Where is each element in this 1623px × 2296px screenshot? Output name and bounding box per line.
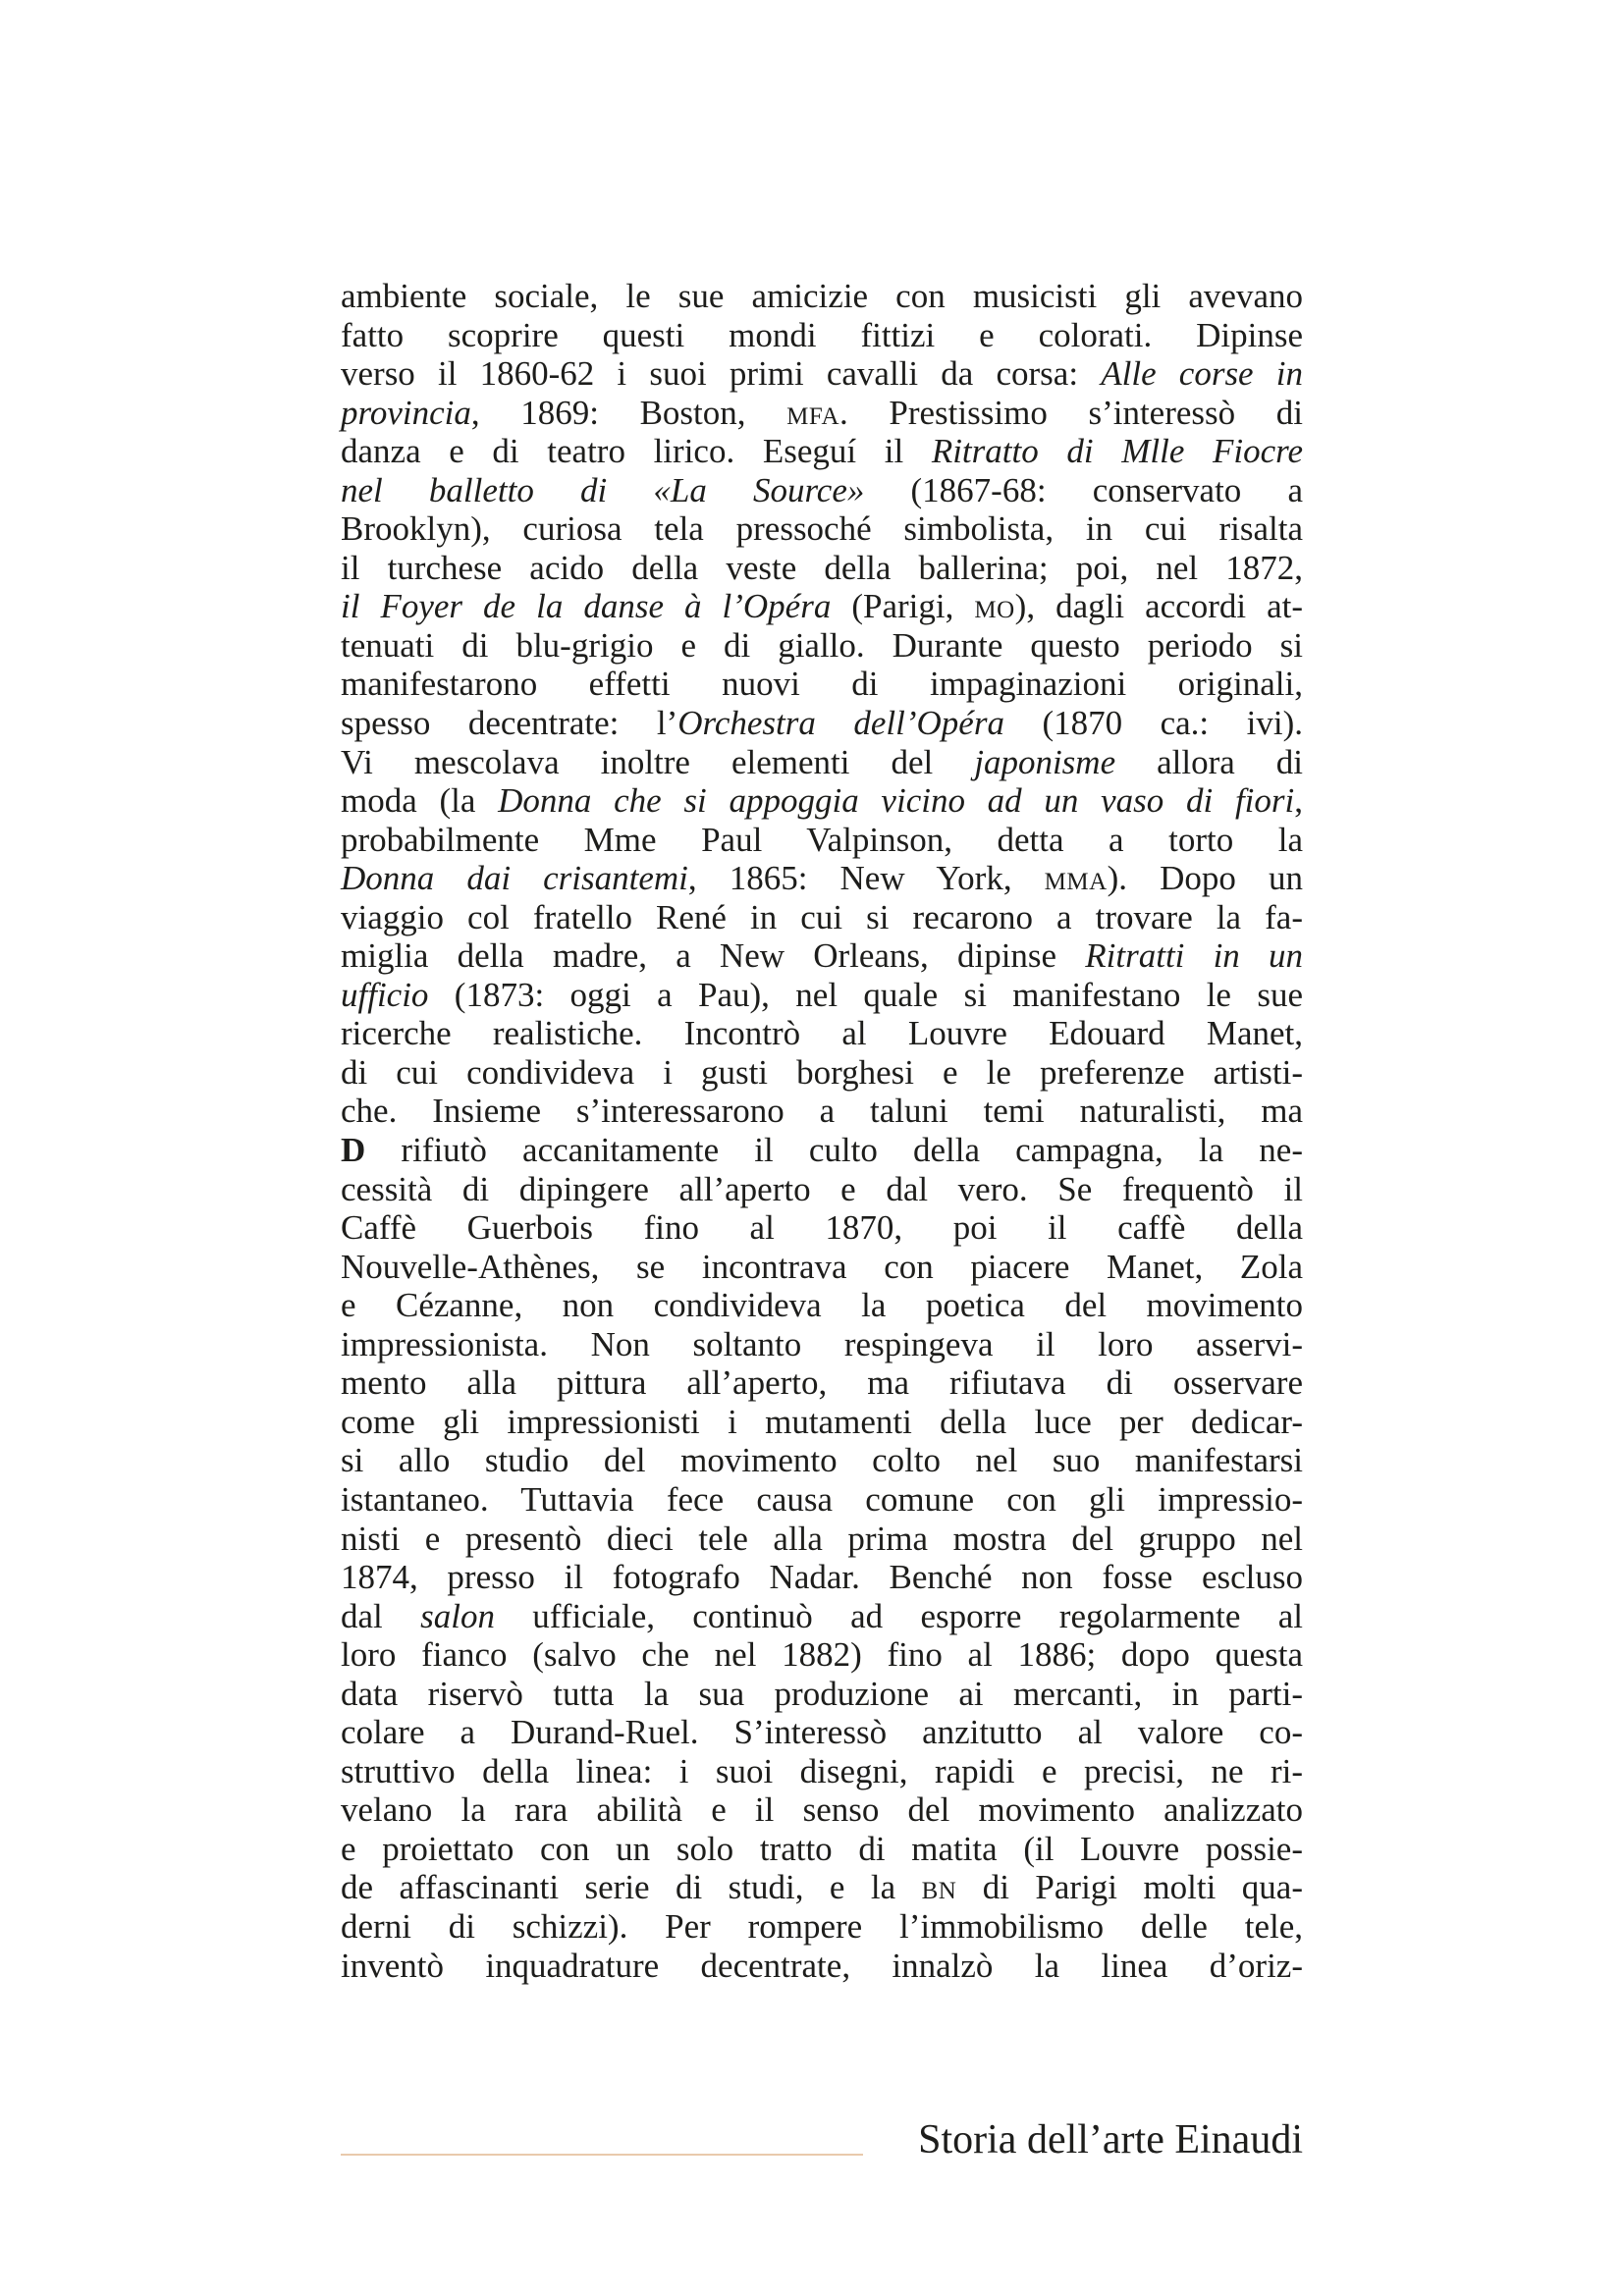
text-span: danza e di teatro lirico. Eseguí il: [341, 432, 932, 471]
text-span: e Cézanne, non condivideva la poetica del movimento: [341, 1286, 1303, 1325]
small-caps-abbrev: mfa: [786, 393, 840, 432]
text-span: (1873: oggi a Pau), nel quale si manifestano le sue: [428, 975, 1303, 1014]
text-span: cessità di dipingere all’aperto e dal vero. Se frequentò il: [341, 1169, 1303, 1208]
text-span: di cui condivideva i gusti borghesi e le preferenze artisti-: [341, 1052, 1303, 1092]
text-span: come gli impressionisti i mutamenti della luce per dedicar-: [341, 1402, 1303, 1441]
small-caps-abbrev: bn: [921, 1868, 957, 1907]
text-span: data riservò tutta la sua produzione ai mercanti, in parti-: [341, 1674, 1303, 1713]
text-span: ambiente sociale, le sue amicizie con musicisti gli avevano: [341, 277, 1303, 315]
text-span: impressionista. Non soltanto respingeva il loro asservi-: [341, 1324, 1303, 1363]
text-line: [341, 471, 1303, 510]
text-line: [341, 781, 1303, 821]
italic-span: nel balletto di «La Source»: [341, 470, 865, 509]
text-span: ricerche realistiche. Incontrò al Louvre Edouard Manet,: [341, 1014, 1303, 1053]
italic-span: japonisme: [974, 742, 1116, 781]
text-line: [341, 1675, 1303, 1714]
text-span: fatto scoprire questi mondi fittizi e colorati. Dipinse: [341, 315, 1303, 354]
text-line: [341, 821, 1303, 860]
text-line: [341, 1131, 1303, 1170]
text-span: Caffè Guerbois fino al 1870, poi il caffè della: [341, 1208, 1303, 1248]
text-span: ufficiale, continuò ad esporre regolarmente al: [494, 1596, 1303, 1635]
text-span: (1870 ca.: ivi).: [1003, 704, 1303, 743]
text-line: [341, 549, 1303, 588]
text-line: [341, 1170, 1303, 1209]
text-span: 1874, presso il fotografo Nadar. Benché non fosse escluso: [341, 1558, 1303, 1597]
text-line: [341, 859, 1303, 898]
text-line: [341, 1597, 1303, 1636]
text-line: [341, 1907, 1303, 1947]
italic-span: Ritratto di Mlle Fiocre: [931, 432, 1303, 471]
text-span: ,: [1294, 781, 1303, 821]
text-line: [341, 1752, 1303, 1791]
text-line: [341, 1363, 1303, 1403]
text-span: allora di: [1115, 742, 1303, 781]
text-line: [341, 1441, 1303, 1480]
text-line: [341, 1868, 1303, 1907]
text-span: nisti e presentò dieci tele alla prima mostra del gruppo nel: [341, 1519, 1303, 1558]
text-span: inventò inquadrature decentrate, innalzò la linea d’oriz-: [341, 1946, 1303, 1985]
text-line: [341, 976, 1303, 1015]
text-line: [341, 1520, 1303, 1559]
italic-span: il Foyer de la danse à l’Opéra: [341, 587, 832, 626]
text-span: che. Insieme s’interessarono a taluni temi naturalisti, ma: [341, 1092, 1303, 1131]
footer-publisher: Storia dell’arte Einaudi: [918, 2117, 1303, 2163]
text-span: viaggio col fratello René in cui si recarono a trovare la fa-: [341, 897, 1303, 936]
italic-span: salon: [420, 1596, 495, 1635]
text-line: [341, 1092, 1303, 1131]
body-text: [341, 277, 1303, 1985]
footer: [341, 2110, 1303, 2169]
text-span: loro fianco (salvo che nel 1882) fino al 1886; dopo questa: [341, 1635, 1303, 1675]
small-caps-abbrev: mma: [1044, 859, 1108, 898]
text-span: colare a Durand-Ruel. S’interessò anzitutto al valore co-: [341, 1713, 1303, 1752]
text-line: [341, 1480, 1303, 1520]
italic-span: ufficio: [341, 975, 429, 1014]
italic-span: Donna dai crisantemi: [341, 859, 688, 898]
text-line: [341, 743, 1303, 782]
text-span: Nouvelle-Athènes, se incontrava con piacere Manet, Zola: [341, 1247, 1303, 1286]
text-span: mento alla pittura all’aperto, ma rifiutava di osservare: [341, 1363, 1303, 1403]
text-span: spesso decentrate: l’: [341, 704, 678, 743]
text-line: [341, 665, 1303, 704]
text-span: moda (la: [341, 781, 499, 821]
text-line: [341, 1635, 1303, 1675]
text-span: (Parigi,: [831, 587, 975, 626]
text-span: ). Dopo un: [1107, 859, 1303, 898]
text-span: dal: [341, 1596, 421, 1635]
text-span: velano la rara abilità e il senso del movimento analizzato: [341, 1790, 1303, 1830]
text-line: [341, 704, 1303, 743]
text-span: ), dagli accordi at-: [1014, 587, 1303, 626]
text-span: Vi mescolava inoltre elementi del: [341, 742, 975, 781]
footer-rule: [341, 2154, 863, 2156]
text-line: [341, 1014, 1303, 1053]
text-line: [341, 1325, 1303, 1364]
italic-span: Donna che si appoggia vicino ad un vaso di fiori: [498, 781, 1295, 821]
italic-span: Orchestra dell’Opéra: [677, 704, 1004, 743]
text-line: [341, 394, 1303, 433]
text-line: [341, 587, 1303, 626]
text-line: [341, 316, 1303, 355]
text-span: . Prestissimo s’interessò di: [839, 393, 1303, 432]
text-line: [341, 1208, 1303, 1248]
text-span: struttivo della linea: i suoi disegni, rapidi e precisi, ne ri-: [341, 1751, 1303, 1790]
text-line: [341, 898, 1303, 937]
text-span: verso il 1860-62 i suoi primi cavalli da corsa:: [341, 354, 1102, 394]
text-span: tenuati di blu-grigio e di giallo. Durante questo periodo si: [341, 625, 1303, 665]
small-caps-abbrev: mo: [974, 587, 1015, 626]
text-span: derni di schizzi). Per rompere l’immobilismo delle tele,: [341, 1906, 1303, 1946]
text-line: [341, 936, 1303, 976]
italic-span: provincia: [341, 393, 471, 432]
text-line: [341, 626, 1303, 666]
text-line: [341, 1947, 1303, 1986]
text-line: [341, 1053, 1303, 1093]
text-span: , 1865: New York,: [687, 859, 1045, 898]
text-line: [341, 1713, 1303, 1752]
text-span: (1867-68: conservato a: [864, 470, 1303, 509]
text-span: istantaneo. Tuttavia fece causa comune con gli impressio-: [341, 1479, 1303, 1519]
text-span: de affascinanti serie di studi, e la: [341, 1868, 922, 1907]
text-span: il turchese acido della veste della ballerina; poi, nel 1872,: [341, 548, 1303, 587]
italic-span: Ritratti in un: [1085, 936, 1303, 976]
text-span: , 1869: Boston,: [470, 393, 787, 432]
text-line: [341, 277, 1303, 316]
text-line: [341, 1558, 1303, 1597]
text-span: miglia della madre, a New Orleans, dipinse: [341, 936, 1086, 976]
text-line: [341, 1403, 1303, 1442]
text-span: di Parigi molti qua-: [956, 1868, 1303, 1907]
text-span: probabilmente Mme Paul Valpinson, detta a torto la: [341, 820, 1303, 859]
bold-initial: D: [341, 1131, 366, 1170]
text-line: [341, 1286, 1303, 1325]
text-line: [341, 1790, 1303, 1830]
text-span: Brooklyn), curiosa tela pressoché simbolista, in cui risalta: [341, 509, 1303, 549]
text-span: rifiutò accanitamente il culto della campagna, la ne-: [365, 1131, 1303, 1170]
text-line: [341, 509, 1303, 549]
text-span: manifestarono effetti nuovi di impaginazioni originali,: [341, 665, 1303, 704]
text-line: [341, 432, 1303, 471]
text-line: [341, 354, 1303, 394]
text-line: [341, 1248, 1303, 1287]
text-span: e proiettato con un solo tratto di matita (il Louvre possie-: [341, 1829, 1303, 1868]
text-line: [341, 1830, 1303, 1869]
italic-span: Alle corse in: [1101, 354, 1303, 394]
text-span: si allo studio del movimento colto nel suo manifestarsi: [341, 1441, 1303, 1480]
